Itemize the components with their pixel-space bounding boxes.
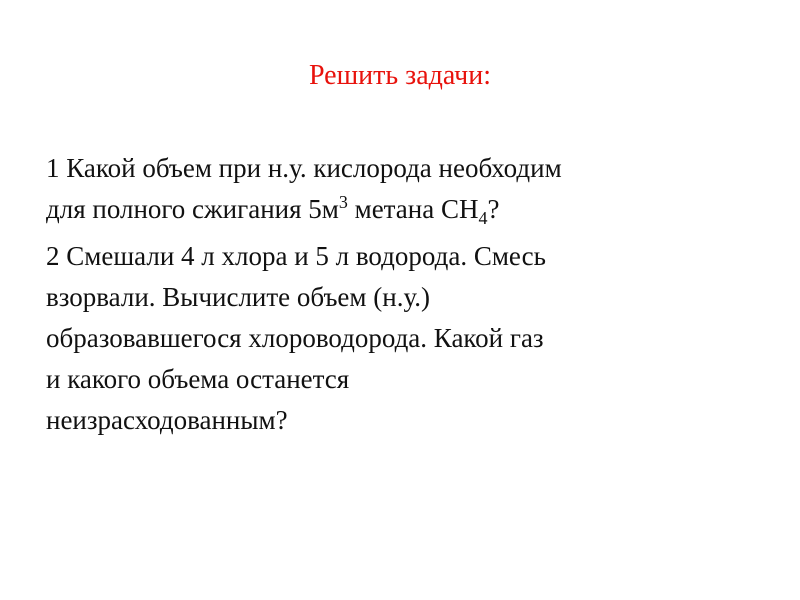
task-1-text-c: ? bbox=[487, 194, 500, 224]
task-2 bbox=[46, 236, 766, 441]
task-2-line-2: взорвали. Вычислите объем (н.у.) bbox=[46, 282, 430, 312]
task-2-line-1: 2 Смешали 4 л хлора и 5 л водорода. Смесь bbox=[46, 241, 546, 271]
superscript-3: 3 bbox=[338, 192, 348, 212]
task-1-line-2 bbox=[46, 189, 766, 230]
task-1-text-b: метана СН bbox=[347, 194, 479, 224]
task-list bbox=[46, 148, 766, 447]
task-2-line-5: неизрасходованным? bbox=[46, 405, 288, 435]
subscript-4: 4 bbox=[478, 208, 488, 228]
task-2-line-4: и какого объема останется bbox=[46, 364, 350, 394]
task-1 bbox=[46, 148, 766, 230]
task-2-line-3: образовавшегося хлороводорода. Какой газ bbox=[46, 323, 544, 353]
task-1-line-1: 1 Какой объем при н.у. кислорода необходим bbox=[46, 153, 562, 183]
slide-title: Решить задачи: bbox=[308, 60, 492, 91]
task-1-text-a: для полного сжигания 5м bbox=[46, 194, 339, 224]
